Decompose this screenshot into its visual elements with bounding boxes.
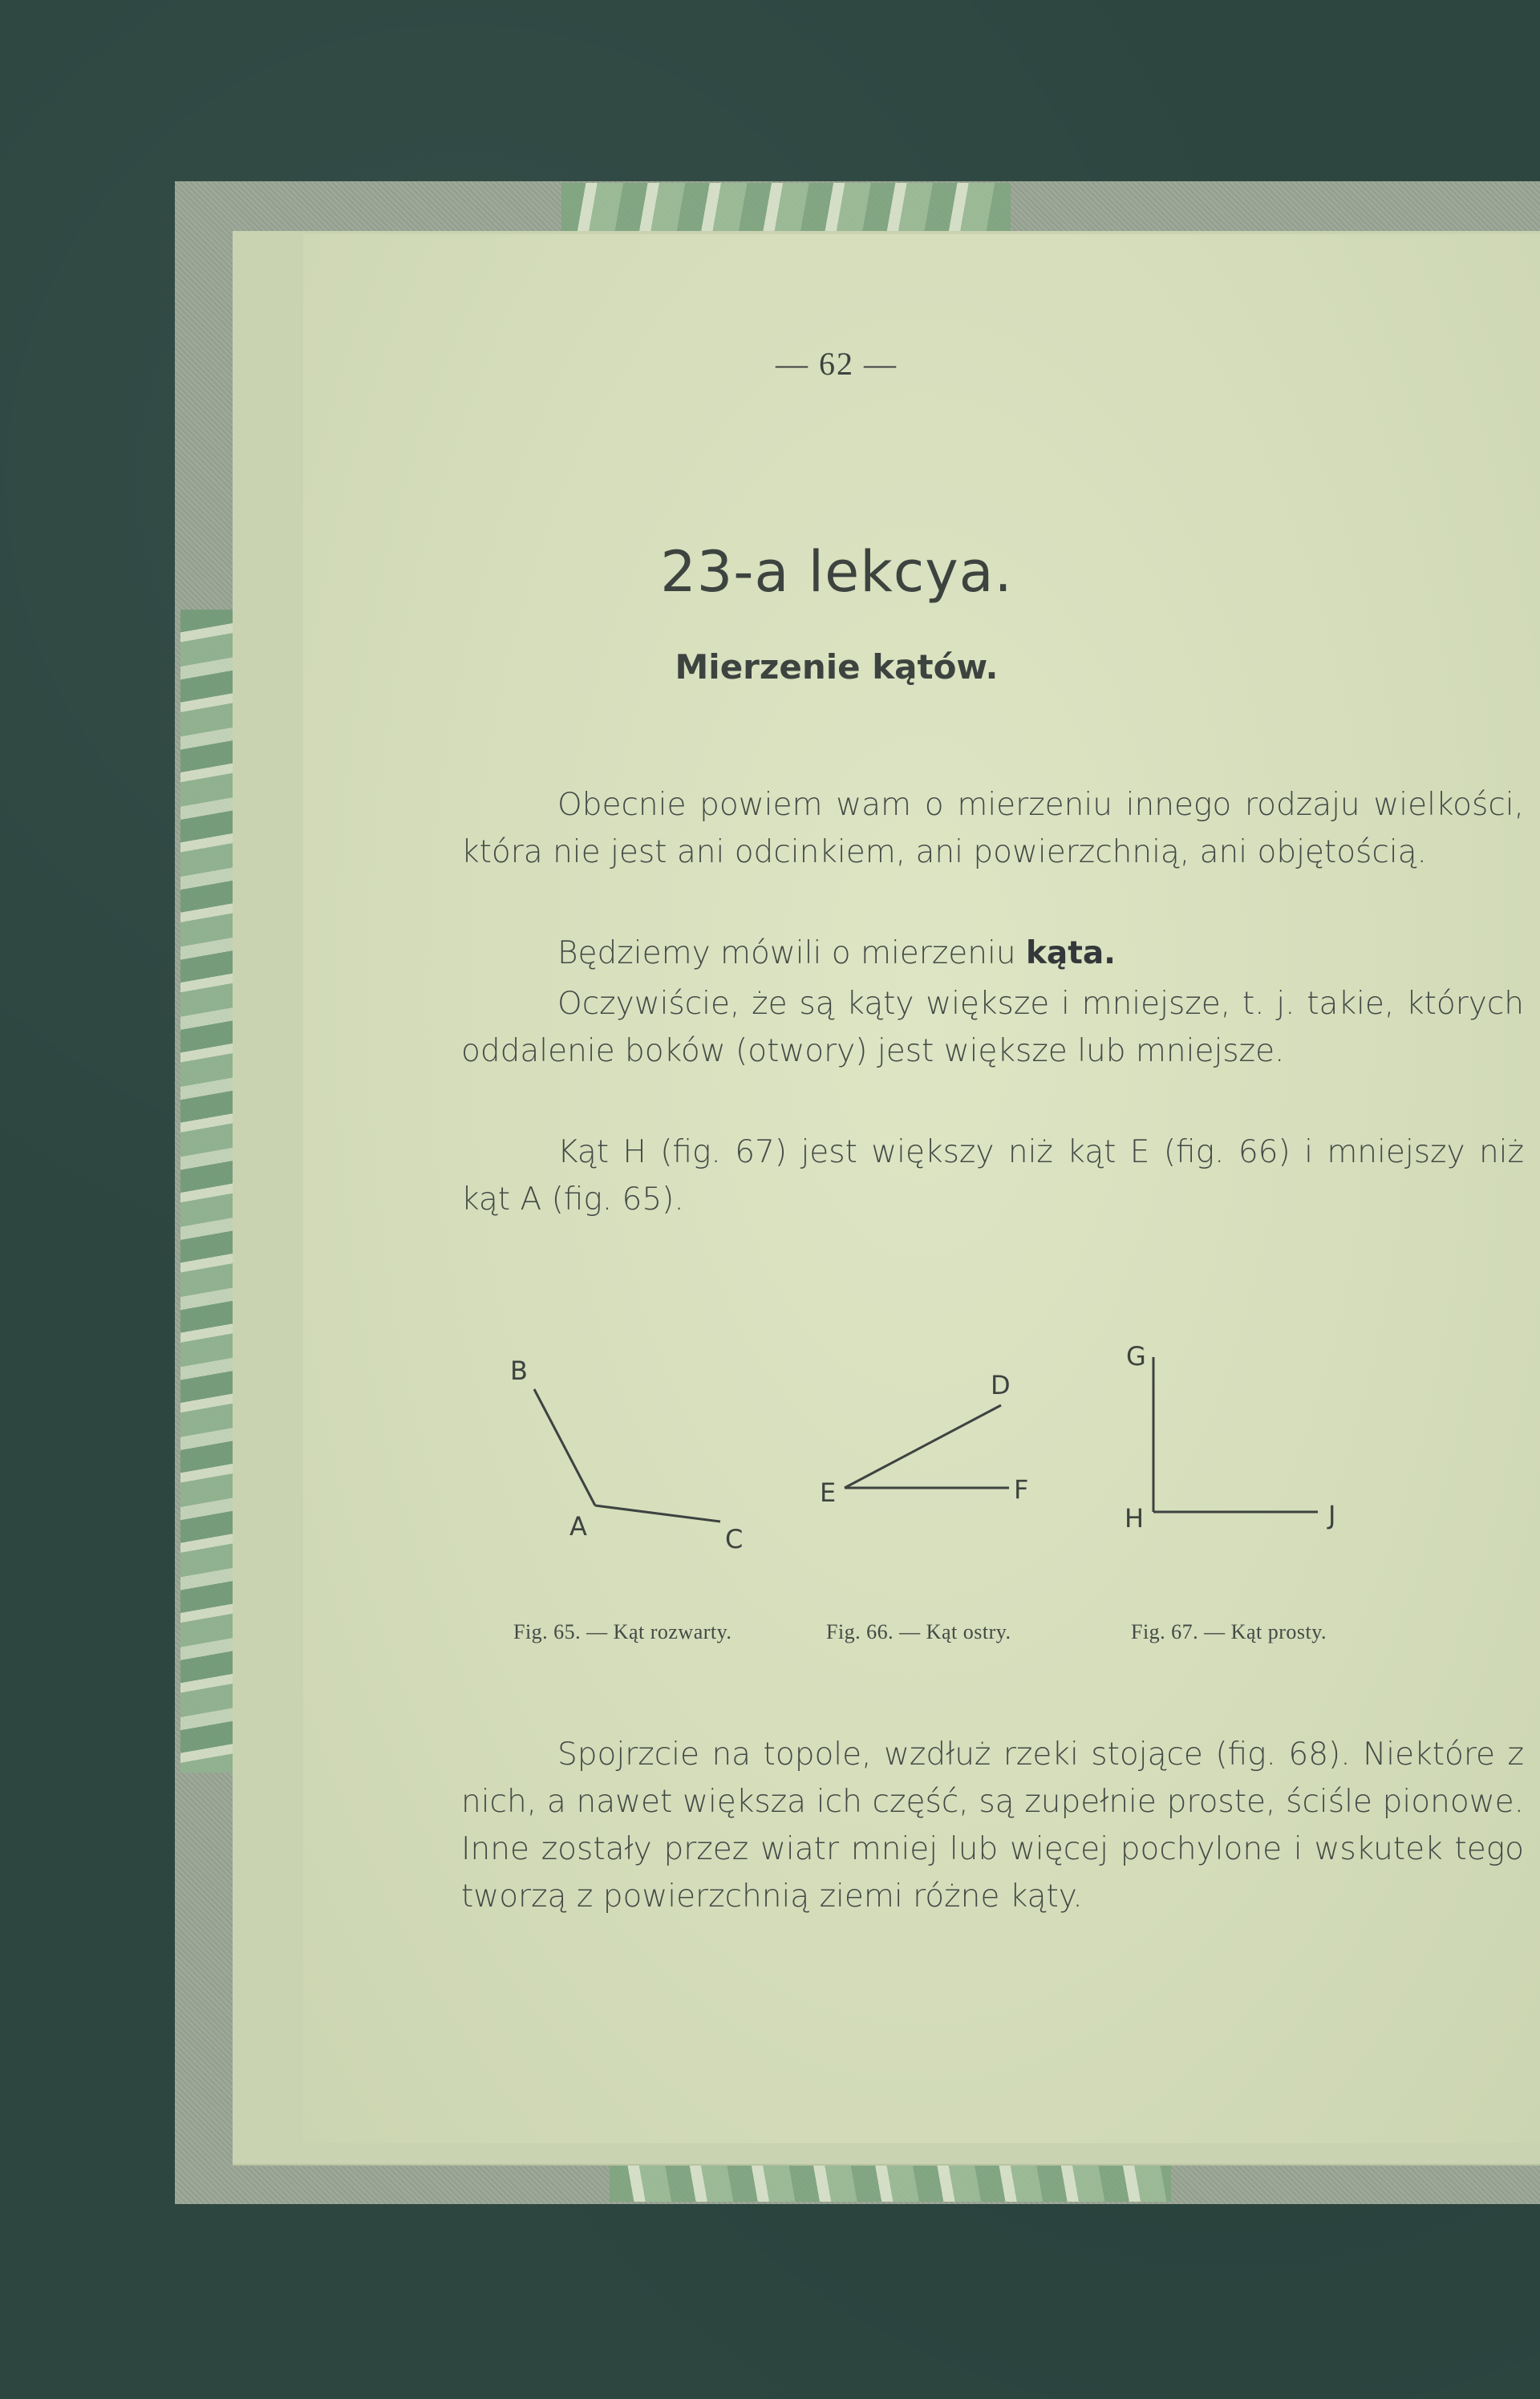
paragraph-angle-topic-text: Będziemy mówili o mierzeniu [557,935,1026,971]
paragraph-poplars: Spojrzcie na topole, wzdłuż rzeki stojące (fig. 68). Niektóre z nich, a nawet większa ich część, są zupełnie proste, ściśle pionowe. Inne zostały przez wiatr mniej lub więcej pochylone i wskutek tego tworzą z powierzchnią ziemi różne kąty. [461,1736,1524,1915]
marbled-edge-top [561,183,1011,231]
term-kata: kąta. [1025,935,1116,971]
fig66-label-e: E [820,1477,837,1508]
fig67-label-g: G [1126,1341,1146,1372]
page-number: — 62 — [776,346,898,382]
fig66-caption: Fig. 66. — Kąt ostry. [826,1620,1011,1643]
fig67-caption: Fig. 67. — Kąt prosty. [1131,1620,1327,1643]
paragraph-angle-comparison: Kąt H (fig. 67) jest większy niż kąt E (fig. 66) i mniejszy niż kąt A (fig. 65). [461,1134,1524,1218]
fig66-label-f: F [1014,1474,1029,1505]
figures-row [480,1325,1522,1614]
paragraph-angle-topic [461,930,1524,977]
fig65-label-a: A [569,1511,587,1542]
fig65-caption: Fig. 65. — Kąt rozwarty. [513,1620,732,1643]
fig65-label-b: B [510,1356,528,1386]
lesson-subtitle: Mierzenie kątów. [675,647,999,687]
book-page [303,234,1540,2143]
fig67-label-h: H [1125,1503,1145,1534]
fig65-label-c: C [725,1524,744,1554]
fig66-ray-ed [845,1405,1001,1488]
marbled-edge-bottom [610,2158,1171,2202]
lesson-title: 23-a lekcya. [660,539,1013,605]
fig65-ray-ac [595,1505,720,1522]
paragraph-intro: Obecnie powiem wam o mierzeniu innego rodzaju wielkości, która nie jest ani odcinkiem, ani powierzchnią, ani objętością. [461,787,1524,870]
paragraph-angle-sizes: Oczywiście, że są kąty większe i mniejsze, t. j. takie, których oddalenie boków (otwory) jest większe lub mniejsze. [461,986,1524,1069]
angle-figures-drawing [480,1325,1522,1614]
fig66-label-d: D [991,1370,1011,1400]
fig65-ray-ab [534,1389,595,1505]
fig67-label-j: J [1328,1500,1336,1530]
